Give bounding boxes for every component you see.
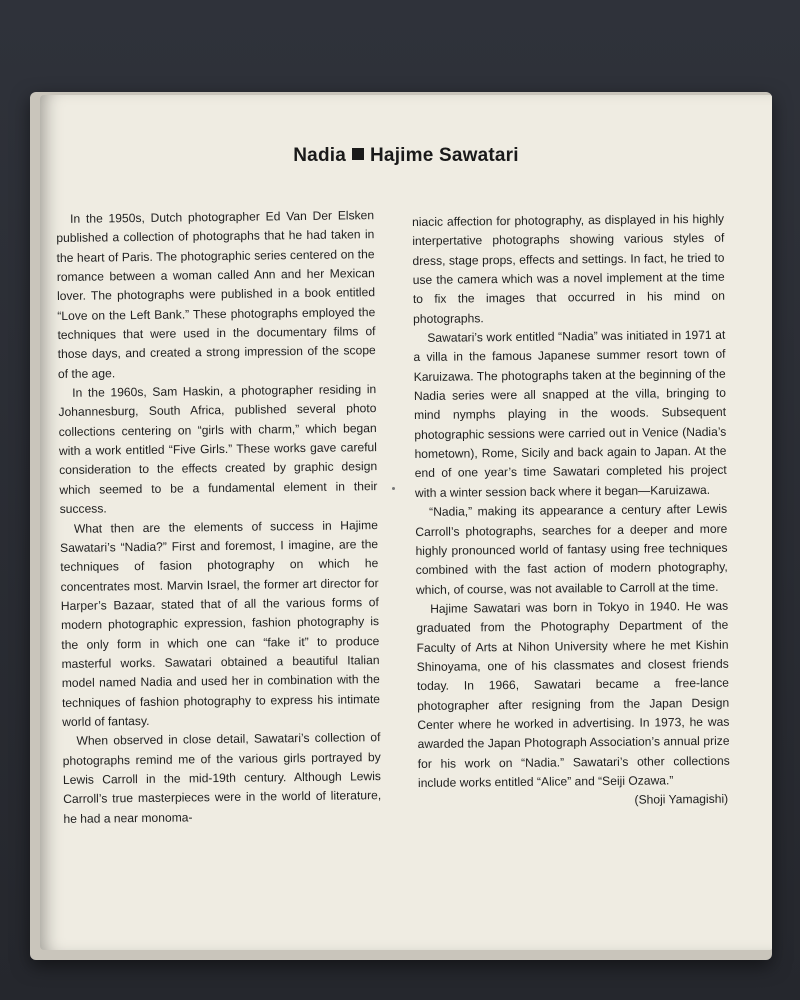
paragraph: Hajime Sawatari was born in Tokyo in 1940. He was graduated from the Photography Department of the Faculty of Arts at Nihon University where he met Kishin Shinoyama, one of his classmates and closest friends today. In 1966, Sawatari became a free-lance photographer after resigning from the Japan Design Center where he worked in advertising. In 1973, he was awarded the Japan Photograph Association’s annual prize for his work on “Nadia.” Sawatari’s other collections include works entitled “Alice” and “Seiji Ozawa.”: [416, 598, 730, 790]
left-column: [56, 206, 382, 829]
paragraph: niacic affection for photography, as displayed in his highly interpertative photographs showing various styles of dress, stage props, effects and settings. In fact, he tried to use the camera which was a novel implement at the time to fix the images that occurred in his mind on photographs.: [412, 211, 725, 326]
paragraph: In the 1950s, Dutch photographer Ed Van Der Elsken published a collection of photographs that he had taken in the heart of Paris. The photographic series centered on the romance between a woman called Ann and her Mexican lover. The photographs were published in a book entitled “Love on the Left Bank.” These photographs employed the techniques that were used in the documentary films of those days, and created a strong impression of the scope of the age.: [56, 208, 376, 381]
paragraph: In the 1960s, Sam Haskin, a photographer residing in Johannesburg, South Africa, published several photo collections centering on “girls with charm,” which began with a work entitled “Five Girls.” These works gave careful consideration to the effects created by graphic design which seemed to be a fundamental element in their success.: [58, 382, 378, 517]
title-nadia: Nadia: [293, 145, 346, 166]
page-speck: [392, 487, 395, 490]
paragraph: What then are the elements of success in Hajime Sawatari’s “Nadia?” First and foremost, I imagine, are the techniques of fasion photography on which he concentrates most. Marvin Israel, the former art director for Harper’s Bazaar, stated that of all the various forms of modern photographic expression, fashion photography is the only form in which one can “fake it” to produce masterful works. Sawatari obtained a beautiful Italian model named Nadia and used her in combination with the techniques of fashion photography to express his intimate world of fantasy.: [60, 517, 381, 729]
paragraph: When observed in close detail, Sawatari’s collection of photographs remind me of the various girls portrayed by Lewis Carroll in the mid-19th century. Although Lewis Carroll’s true masterpieces were in the world of literature, he had a near monoma-: [62, 730, 382, 826]
title-separator-square: [352, 148, 364, 160]
article-title: [40, 145, 772, 167]
paragraph: “Nadia,” making its appearance a century after Lewis Carroll’s photographs, searches for a deeper and more highly pronounced world of fantasy using free techniques combined with the fast action of modern photography, which, of course, was not available to Carroll at the time.: [415, 501, 728, 597]
paragraph: Sawatari’s work entitled “Nadia” was initiated in 1971 at a villa in the famous Japanese summer resort town of Karuizawa. The photographs taken at the beginning of the Nadia series were all snapped at the villa, bringing to mind nymphs playing in the woods. Subsequent photographic sessions were carried out in Venice (Nadia’s hometown), Rome, Sicily and back again to Japan. At the end of one year’s time Sawatari completed his project with a winter session back where it began—Karuizawa.: [413, 327, 727, 500]
title-author: Hajime Sawatari: [370, 145, 519, 166]
author-credit: (Shoji Yamagishi): [634, 792, 729, 808]
right-column: [412, 210, 730, 813]
book-page: [40, 95, 772, 950]
